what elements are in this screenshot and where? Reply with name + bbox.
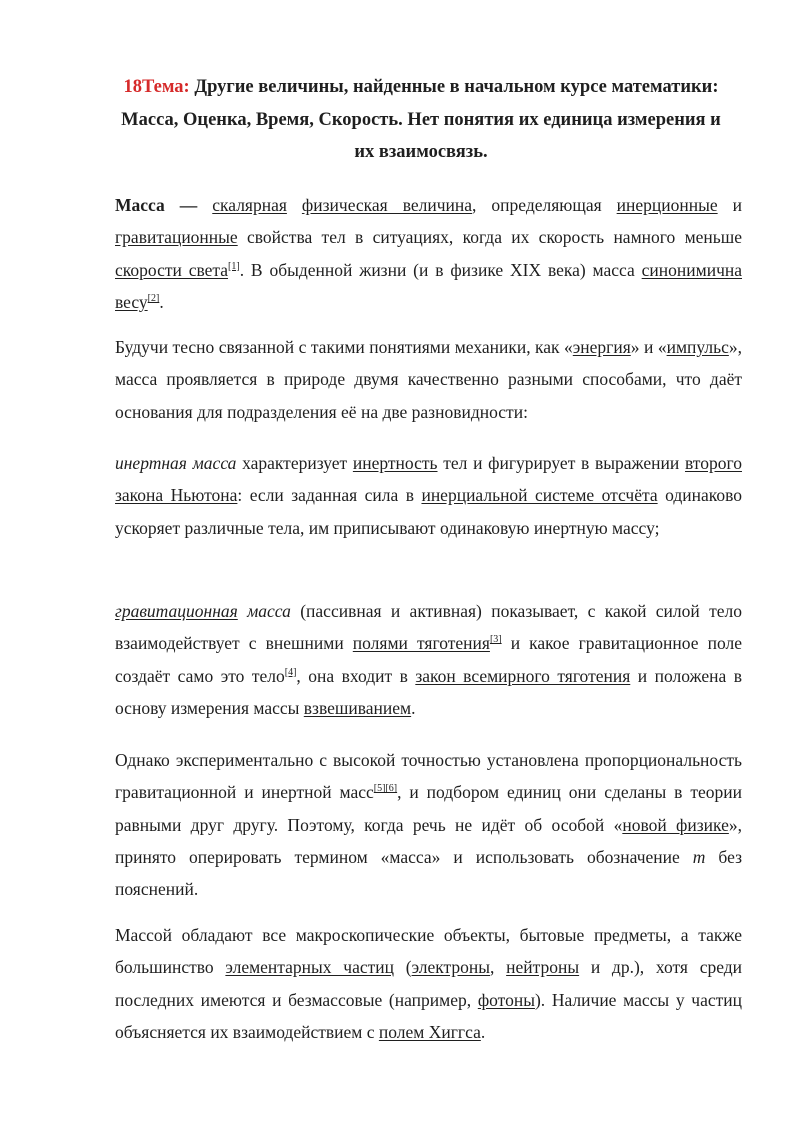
- footnote-ref-2[interactable]: [2]: [147, 292, 160, 304]
- link-elementary-particles[interactable]: элементарных частиц: [225, 957, 394, 978]
- link-neutrons[interactable]: нейтроны: [506, 957, 580, 978]
- paragraph-gravitational-mass: [115, 595, 742, 724]
- text: , определяющая: [472, 195, 617, 215]
- text: и какое гравитационное поле создаёт само это тело: [115, 633, 743, 686]
- text: Будучи тесно связанной с такими понятиями механики, как «: [115, 337, 573, 357]
- paragraph-mass-carriers: [115, 919, 742, 1048]
- link-inertial[interactable]: инерционные: [616, 195, 718, 215]
- link-speed-of-light[interactable]: скорости света: [115, 259, 229, 280]
- link-synonymous[interactable]: синонимична: [641, 259, 743, 280]
- text: .: [480, 1021, 486, 1042]
- link-universal-gravitation[interactable]: закон всемирного тяготения: [415, 665, 631, 686]
- text: , она входит в: [296, 665, 416, 686]
- link-electrons[interactable]: электроны: [411, 957, 491, 978]
- link-photons[interactable]: фотоны: [477, 989, 535, 1010]
- text: Массой обладают все макроскопические объекты, бытовые предметы, а также большинство: [115, 925, 742, 978]
- text: ). Наличие массы у частиц объясняется их взаимодействием с: [115, 989, 742, 1042]
- term-mass-italic: масса: [237, 601, 291, 621]
- text: ,: [490, 957, 507, 978]
- link-weight[interactable]: весу: [115, 291, 148, 312]
- text: характеризует: [236, 453, 353, 473]
- text: тел и фигурирует в выражении: [437, 453, 685, 473]
- text: : если заданная сила в: [237, 485, 422, 506]
- paragraph-inertial-mass: [115, 447, 742, 544]
- link-gravitational[interactable]: гравитационные: [115, 227, 238, 248]
- text: (пассивная и активная) показывает, с какой силой тело взаимодействует с внешними: [115, 601, 742, 654]
- link-momentum[interactable]: импульс: [666, 337, 729, 357]
- paragraph-mass-definition: [115, 189, 742, 318]
- link-gravity-fields[interactable]: полями тяготения: [352, 633, 490, 654]
- space: [287, 195, 302, 215]
- text: без пояснений.: [115, 846, 742, 900]
- text: и: [717, 195, 742, 215]
- text: Однако экспериментально с высокой точностью установлена пропорциональность гравитационной и инертной масс: [115, 750, 742, 803]
- text: . В обыденной жизни (и в физике XIX века) масса: [239, 259, 642, 280]
- title-text-line1: Другие величины, найденные в начальном курсе математики:: [189, 77, 719, 97]
- paragraph-equivalence: [115, 744, 742, 905]
- text: », принято оперировать термином «масса» и использовать обозначение: [115, 814, 742, 867]
- link-new-physics[interactable]: новой физике: [622, 814, 729, 835]
- text: » и «: [630, 337, 667, 357]
- link-physical-quantity[interactable]: физическая величина: [301, 195, 473, 215]
- text: и др.), хотя среди последних имеются и безмассовые (например,: [115, 957, 743, 1010]
- text: и положена в основу измерения массы: [115, 665, 742, 718]
- page-title: [100, 71, 742, 169]
- footnote-ref-4[interactable]: [4]: [284, 666, 297, 678]
- text: , и подбором единиц они сделаны в теории равными друг другу. Поэтому, когда речь не идёт об особой «: [115, 782, 742, 835]
- symbol-m: m: [692, 846, 706, 867]
- title-text-line2: Масса, Оценка, Время, Скорость. Нет понятия их единица измерения и: [121, 109, 721, 130]
- space: [197, 195, 212, 215]
- term-mass: Масса —: [115, 195, 198, 215]
- link-energy[interactable]: энергия: [572, 337, 631, 357]
- link-inertial-frame[interactable]: инерциальной системе отсчёта: [421, 485, 658, 506]
- link-higgs-field[interactable]: полем Хиггса: [378, 1021, 481, 1042]
- paragraph-mass-kinds-intro: [115, 331, 742, 428]
- link-gravitational-term[interactable]: гравитационная: [115, 601, 238, 621]
- footnote-ref-5-6[interactable]: [5][6]: [373, 783, 398, 795]
- text: свойства тел в ситуациях, когда их скорость намного меньше: [237, 227, 742, 248]
- title-text-line3: их взаимосвязь.: [354, 142, 488, 162]
- text: .: [411, 697, 416, 718]
- link-scalar[interactable]: скалярная: [212, 195, 287, 215]
- title-number: 18Тема:: [123, 77, 190, 97]
- text: одинаково ускоряет различные тела, им приписывают одинаковую инертную массу;: [115, 485, 742, 538]
- link-weighing[interactable]: взвешиванием: [303, 697, 412, 718]
- footnote-ref-3[interactable]: [3]: [489, 634, 502, 646]
- text: (: [394, 957, 412, 978]
- text: .: [159, 291, 164, 312]
- text: », масса проявляется в природе двумя качественно разными способами, что даёт основания для подразделения её на две разновидности:: [115, 337, 742, 422]
- footnote-ref-1[interactable]: [1]: [228, 260, 240, 272]
- link-inertia[interactable]: инертность: [352, 453, 438, 473]
- term-inertial-mass: инертная масса: [115, 453, 237, 473]
- link-newtons-second-law[interactable]: второго закона Ньютона: [115, 453, 742, 506]
